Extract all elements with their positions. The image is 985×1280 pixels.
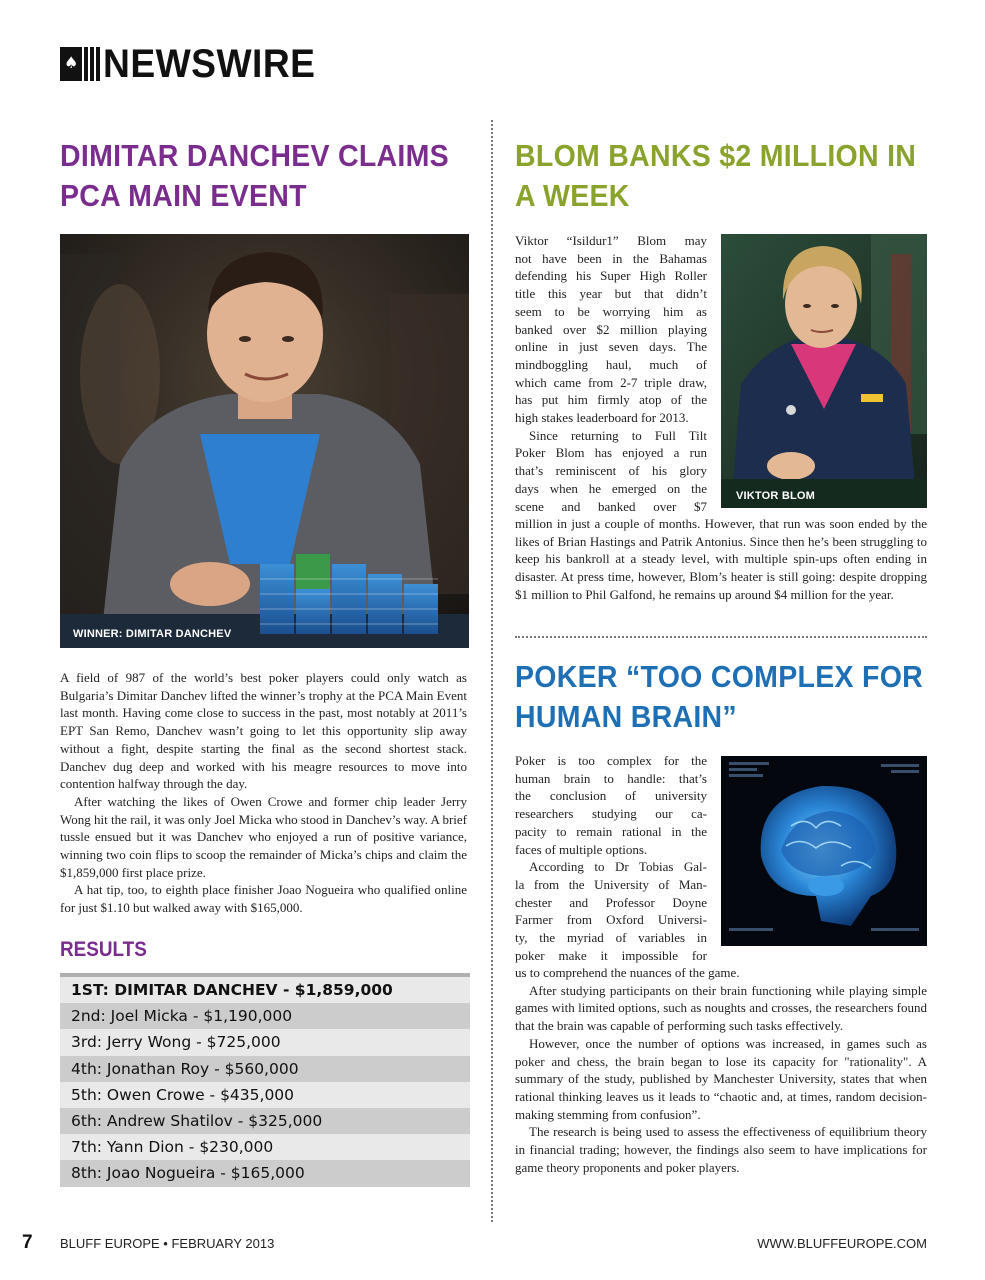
brain-scan-image xyxy=(721,756,927,946)
article3-paragraph: After studying participants on their brain functioning while playing simple games with limited options, such as noughts and crosses, the researchers found that the brain was capable of performing such tasks effectively. xyxy=(515,982,927,1034)
article-divider xyxy=(515,636,927,638)
headline-line: DIMITAR DANCHEV CLAIMS xyxy=(60,138,449,173)
results-row: 8th: Joao Nogueira - $165,000 xyxy=(60,1160,470,1186)
text-line: According to Dr Tobias Gal- xyxy=(529,859,707,875)
results-row: 4th: Jonathan Roy - $560,000 xyxy=(60,1056,470,1082)
article1-headline xyxy=(60,136,449,216)
column-divider xyxy=(491,120,493,1222)
text-line: mindboggling haul, much of xyxy=(515,356,707,372)
results-row: 3rd: Jerry Wong - $725,000 xyxy=(60,1029,470,1055)
text-line: human brain to handle: that’s xyxy=(515,770,707,786)
text-line: Poker is too complex for the xyxy=(515,753,707,768)
text-line: that’s reminiscent of his glory xyxy=(515,463,707,479)
results-title: RESULTS xyxy=(60,938,147,961)
headline-line: BLOM BANKS $2 MILLION IN xyxy=(515,138,917,173)
text-line: Farmer from Oxford Universi- xyxy=(515,912,707,928)
text-line: the conclusion of university xyxy=(515,788,707,804)
text-line: pacity to remain rational in the xyxy=(515,823,707,839)
page-number: 7 xyxy=(22,1232,33,1253)
text-line: researchers studying our ca- xyxy=(515,806,707,822)
text-line: scene and banked over $7 xyxy=(515,498,707,514)
photo-caption: VIKTOR BLOM xyxy=(736,490,815,502)
website-url: WWW.BLUFFEUROPE.COM xyxy=(757,1236,927,1251)
text-line: which came from 2-7 triple draw, xyxy=(515,374,707,390)
headline-line: HUMAN BRAIN” xyxy=(515,699,737,734)
article3-paragraph: us to comprehend the nuances of the game. xyxy=(515,965,740,980)
results-row: 1ST: DIMITAR DANCHEV - $1,859,000 xyxy=(60,977,470,1003)
bluff-logo-icon: ♠ xyxy=(60,46,100,82)
article3-headline xyxy=(515,657,923,737)
text-line: days when he emerged on the xyxy=(515,480,707,496)
article3-paragraph: However, once the number of options was increased, in games such as poker and chess, the brain began to lose its capacity for "rationality". A summary of the study, published by Manchester University, states that when rational thinking leaves us it leads to “chaotic and, at times, random decision-making stemming from confusion”. xyxy=(515,1035,927,1122)
blom-photo xyxy=(721,234,927,508)
section-title: NEWSWIRE xyxy=(103,42,316,86)
brain-scan-photo xyxy=(721,756,927,946)
text-line: Since returning to Full Tilt xyxy=(529,427,707,443)
publication-info: BLUFF EUROPE • FEBRUARY 2013 xyxy=(60,1236,275,1251)
results-row: 5th: Owen Crowe - $435,000 xyxy=(60,1082,470,1108)
text-line: online in just seven days. The xyxy=(515,339,707,355)
article1-paragraph: A hat tip, too, to eighth place finisher Joao Nogueira who qualified online for just $1.10 but walked away with $165,000. xyxy=(60,882,467,916)
text-line: poker make it impossible for xyxy=(515,947,707,963)
text-line: seem to be worrying him as xyxy=(515,303,707,319)
article2-body xyxy=(515,515,927,604)
article3-wrap-text xyxy=(515,752,707,964)
text-line: ty, the myriad of variables in xyxy=(515,930,707,946)
results-row: 2nd: Joel Micka - $1,190,000 xyxy=(60,1003,470,1029)
text-line: Poker Blom has enjoyed a run xyxy=(515,445,707,461)
article1-paragraph: A field of 987 of the world’s best poker players could only watch as Bulgaria’s Dimitar Danchev lifted the winner’s trophy at the PCA Main Event last month. Having come close to success in the past, most notably at 2011’s EPT San Remo, Danchev wasn’t going to let this opportunity slip away without a fight, despite starting the final as the second shortest stack. Danchev dug deep and worked with his meagre resources to move into contention halfway through the day. xyxy=(60,670,467,792)
text-line: chester and Professor Doyne xyxy=(515,894,707,910)
article2-headline xyxy=(515,136,916,216)
article3-body xyxy=(515,964,927,1176)
headline-line: A WEEK xyxy=(515,178,630,213)
text-line: la from the University of Man- xyxy=(515,876,707,892)
results-row: 6th: Andrew Shatilov - $325,000 xyxy=(60,1108,470,1134)
article3-paragraph: The research is being used to assess the effectiveness of equilibrium theory in financial trading; however, the findings also seem to have implications for game theory proponents and poker players. xyxy=(515,1124,927,1175)
headline-line: POKER “TOO COMPLEX FOR xyxy=(515,659,924,694)
text-line: not have been in the Bahamas xyxy=(515,250,707,266)
article2-paragraph: million in just a couple of months. However, that run was soon ended by the likes of Brian Hastings and Patrik Antonius. Since then he’s been struggling to keep his bankroll at a steady level, with multiple spin-ups often ending in disaster. At press time, however, Blom’s heater is still going: despite dropping $1 million to Phil Galfond, he remains up around $4 million for the year. xyxy=(515,516,927,602)
text-line: high stakes leaderboard for 2013. xyxy=(515,410,689,426)
article1-body xyxy=(60,669,467,917)
masthead xyxy=(60,44,331,84)
text-line: faces of multiple options. xyxy=(515,841,648,857)
article2-wrap-text xyxy=(515,232,707,515)
danchev-photo xyxy=(60,234,469,648)
text-line: banked over $2 million playing xyxy=(515,321,707,337)
text-line: Viktor “Isildur1” Blom may xyxy=(515,233,707,248)
photo-caption: WINNER: DIMITAR DANCHEV xyxy=(73,628,232,640)
headline-line: PCA MAIN EVENT xyxy=(60,178,307,213)
results-table xyxy=(60,973,470,1187)
results-row: 7th: Yann Dion - $230,000 xyxy=(60,1134,470,1160)
text-line: defending his Super High Roller xyxy=(515,268,707,284)
danchev-photo-image xyxy=(60,234,469,648)
blom-photo-image xyxy=(721,234,927,508)
text-line: has put him firmly atop of the xyxy=(515,392,707,408)
text-line: title this year but that didn’t xyxy=(515,286,707,302)
article1-paragraph: After watching the likes of Owen Crowe and former chip leader Jerry Wong hit the rail, it was only Joel Micka who stood in Danchev’s way. A brief tussle ensued but it was Danchev who enjoyed a run of positive variance, winning two coin flips to scoop the remainder of Micka’s chips and claim the $1,859,000 first place prize. xyxy=(60,793,467,880)
